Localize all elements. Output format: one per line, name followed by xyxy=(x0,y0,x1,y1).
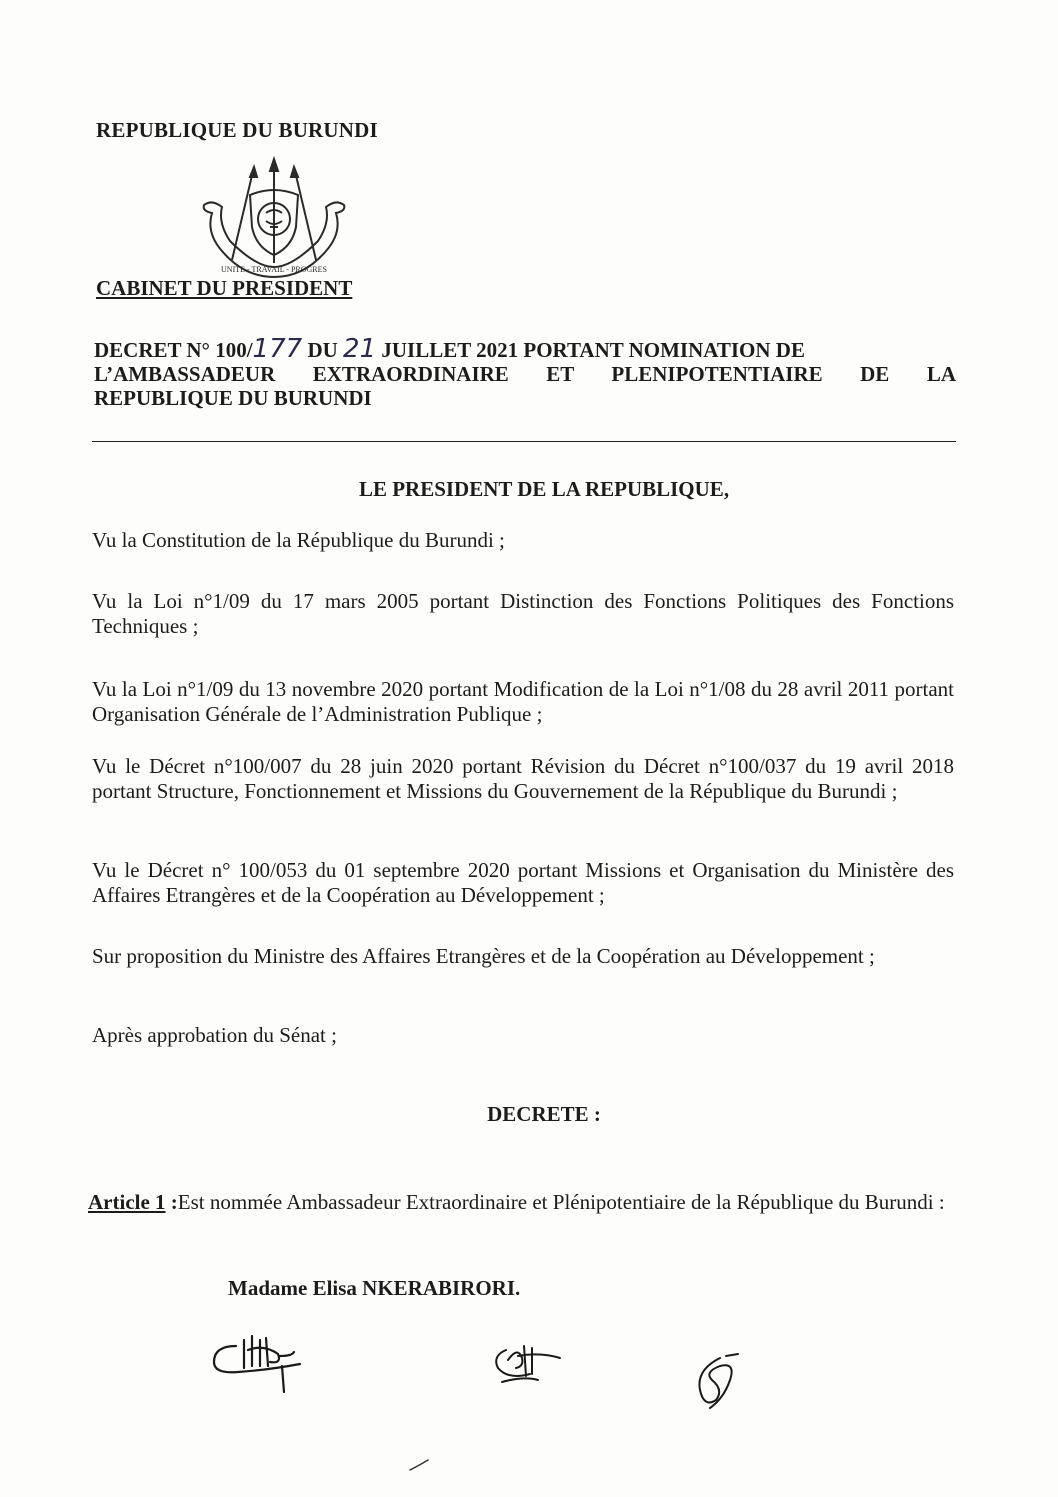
ink-mark xyxy=(408,1458,432,1472)
country-heading: REPUBLIQUE DU BURUNDI xyxy=(96,118,378,142)
article-1-text: Est nommée Ambassadeur Extraordinaire et Plénipotentiaire de la République du Burundi : xyxy=(177,1190,945,1214)
consideration-5: Vu le Décret n° 100/053 du 01 septembre 2020 portant Missions et Organisation du Ministère des Affaires Etrangères et de la Coopération au Développement ; xyxy=(92,858,954,907)
consideration-7: Après approbation du Sénat ; xyxy=(92,1023,337,1047)
article-1-label: Article 1 xyxy=(88,1190,166,1214)
consideration-6: Sur proposition du Ministre des Affaires Etrangères et de la Coopération au Développement ; xyxy=(92,944,875,968)
preamble-heading: LE PRESIDENT DE LA REPUBLIQUE, xyxy=(358,477,730,501)
coat-of-arms-icon xyxy=(196,155,352,280)
consideration-2: Vu la Loi n°1/09 du 17 mars 2005 portant Distinction des Fonctions Politiques des Fonctions Techniques ; xyxy=(92,589,954,638)
decree-title-line-2: L’AMBASSADEUR EXTRAORDINAIRE ET PLENIPOTENTIAIRE DE LA xyxy=(94,362,956,386)
handwritten-decree-day: 21 xyxy=(343,334,377,364)
consideration-3: Vu la Loi n°1/09 du 13 novembre 2020 portant Modification de la Loi n°1/08 du 28 avril 2011 portant Organisation Générale de l’Administration Publique ; xyxy=(92,677,954,726)
signature-3-icon xyxy=(690,1350,746,1414)
consideration-1: Vu la Constitution de la République du Burundi ; xyxy=(92,528,505,552)
signature-2-icon xyxy=(488,1336,568,1392)
handwritten-decree-number: 177 xyxy=(252,334,303,364)
emblem-motto: UNITE - TRAVAIL - PROGRES xyxy=(221,265,327,274)
decree-title-line-3: REPUBLIQUE DU BURUNDI xyxy=(94,386,372,410)
decree-title xyxy=(94,334,956,410)
signature-1-icon xyxy=(208,1332,308,1394)
decree-title-line-1: DECRET N° 100/177 DU 21 JUILLET 2021 PORTANT NOMINATION DE xyxy=(94,334,805,364)
decrete-heading: DECRETE : xyxy=(487,1102,601,1126)
office-heading: CABINET DU PRESIDENT xyxy=(96,276,353,300)
article-1: Article 1 : Est nommée Ambassadeur Extraordinaire et Plénipotentiaire de la République du Burundi : xyxy=(88,1190,954,1215)
consideration-4: Vu le Décret n°100/007 du 28 juin 2020 portant Révision du Décret n°100/037 du 19 avril 2018 portant Structure, Fonctionnement et Missions du Gouvernement de la République du Burundi ; xyxy=(92,754,954,803)
title-divider xyxy=(92,441,956,442)
appointee-name: Madame Elisa NKERABIRORI. xyxy=(228,1276,521,1300)
